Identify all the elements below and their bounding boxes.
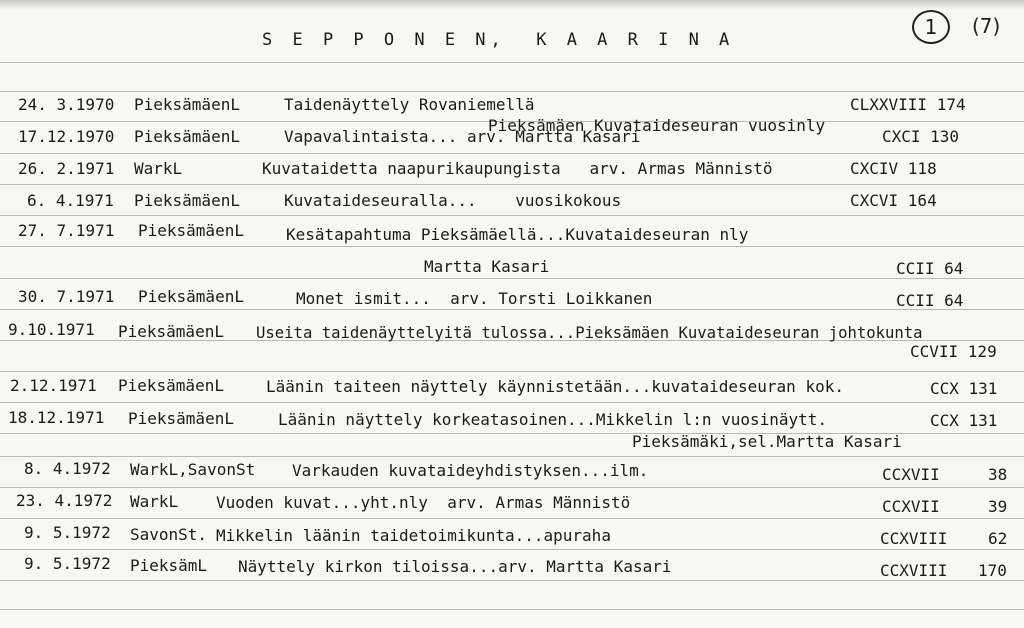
entry-ref: CXCI 130 (882, 127, 960, 146)
entry-text: Taidenäyttely Rovaniemellä (284, 95, 535, 114)
entry-ref: CCVII 129 (910, 342, 997, 361)
entry-source: WarkL (134, 159, 183, 178)
rule-line (0, 549, 1024, 550)
entry-ref: CCII 64 (896, 291, 964, 310)
entry-text: Kuvataidetta naapurikaupungista arv. Armas Männistö (262, 159, 773, 178)
entry-date: 27. 7.1971 (18, 221, 115, 240)
entry-date: 17.12.1970 (18, 127, 115, 146)
rule-line (0, 456, 1024, 457)
card-total: (7) (972, 14, 1001, 38)
entry-page: 62 (988, 529, 1008, 548)
entry-source: WarkL,SavonSt (130, 460, 256, 479)
entry-source: SavonSt. (130, 525, 208, 544)
entry-ref: CCXVIII (880, 529, 948, 548)
card-number-circle: 1 (912, 10, 950, 44)
entry-date: 2.12.1971 (10, 376, 97, 395)
rule-line (0, 278, 1024, 279)
entry-text: Kesätapahtuma Pieksämäellä...Kuvataideseuran nly (286, 225, 749, 244)
entry-overlay-text: Pieksämäen Kuvataideseuran vuosinly (488, 116, 826, 135)
entry-source: PieksämäenL (118, 376, 224, 395)
rule-line (0, 580, 1024, 581)
entry-text: Monet ismit... arv. Torsti Loikkanen (296, 289, 653, 308)
entry-text: Varkauden kuvataideyhdistyksen...ilm. (292, 461, 649, 480)
entry-page: 170 (978, 561, 1007, 580)
entry-text: Näyttely kirkon tiloissa...arv. Martta Kasari (238, 557, 672, 576)
entry-ref: CCXVII (882, 465, 940, 484)
entry-source: PieksämäenL (138, 221, 244, 240)
rule-line (0, 184, 1024, 185)
rule-line (0, 487, 1024, 488)
entry-source: PieksämL (130, 556, 208, 575)
entry-page: 38 (988, 465, 1008, 484)
entry-text: Useita taidenäyttelyitä tulossa...Pieksämäen Kuvataideseuran johtokunta (256, 324, 923, 342)
entry-ref: CXCVI 164 (850, 191, 937, 210)
entry-date: 26. 2.1971 (18, 159, 115, 178)
entry-date: 30. 7.1971 (18, 287, 115, 306)
entry-date: 9. 5.1972 (24, 523, 111, 542)
entry-text: Vapavalintaista... arv. Martta Kasari (284, 127, 641, 146)
rule-line (0, 246, 1024, 247)
rule-line (0, 309, 1024, 310)
entry-ref: CCII 64 (896, 259, 964, 278)
entry-date: 24. 3.1970 (18, 95, 115, 114)
entry-date: 8. 4.1972 (24, 459, 111, 478)
card-top-edge (0, 0, 1024, 10)
rule-line (0, 62, 1024, 63)
entry-ref: CCX 131 (930, 379, 998, 398)
entry-text-line2: Martta Kasari (424, 257, 550, 276)
rule-line (0, 153, 1024, 154)
rule-line (0, 609, 1024, 610)
entry-source: WarkL (130, 492, 179, 511)
entry-date: 23. 4.1972 (16, 491, 113, 510)
rule-line (0, 402, 1024, 403)
rule-line (0, 371, 1024, 372)
entry-text: Kuvataideseuralla... vuosikokous (284, 191, 622, 210)
entry-ref: CCX 131 (930, 411, 998, 430)
rule-line (0, 215, 1024, 216)
entry-ref: CXCIV 118 (850, 159, 937, 178)
entry-ref: CCXVIII (880, 561, 948, 580)
entry-date: 9. 5.1972 (24, 554, 111, 573)
entry-source: PieksämäenL (128, 409, 234, 428)
entry-source: PieksämäenL (134, 127, 240, 146)
entry-date: 9.10.1971 (8, 320, 95, 339)
rule-line (0, 518, 1024, 519)
rule-line (0, 91, 1024, 92)
entry-text-line2: Pieksämäki,sel.Martta Kasari (632, 432, 902, 451)
entry-ref: CLXXVIII 174 (850, 95, 966, 114)
entry-text: Läänin näyttely korkeatasoinen...Mikkelin l:n vuosinäytt. (278, 410, 828, 429)
entry-date: 18.12.1971 (8, 408, 105, 427)
card-title: S E P P O N E N, K A A R I N A (262, 30, 735, 50)
entry-source: PieksämäenL (118, 322, 224, 341)
entry-text: Mikkelin läänin taidetoimikunta...apuraha (216, 526, 611, 545)
entry-source: PieksämäenL (134, 95, 240, 114)
entry-text: Vuoden kuvat...yht.nly arv. Armas Männistö (216, 493, 631, 512)
entry-page: 39 (988, 497, 1008, 516)
entry-text: Läänin taiteen näyttely käynnistetään...kuvataideseuran kok. (266, 377, 844, 396)
entry-date: 6. 4.1971 (27, 191, 114, 210)
entry-source: PieksämäenL (138, 287, 244, 306)
entry-ref: CCXVII (882, 497, 940, 516)
entry-source: PieksämäenL (134, 191, 240, 210)
